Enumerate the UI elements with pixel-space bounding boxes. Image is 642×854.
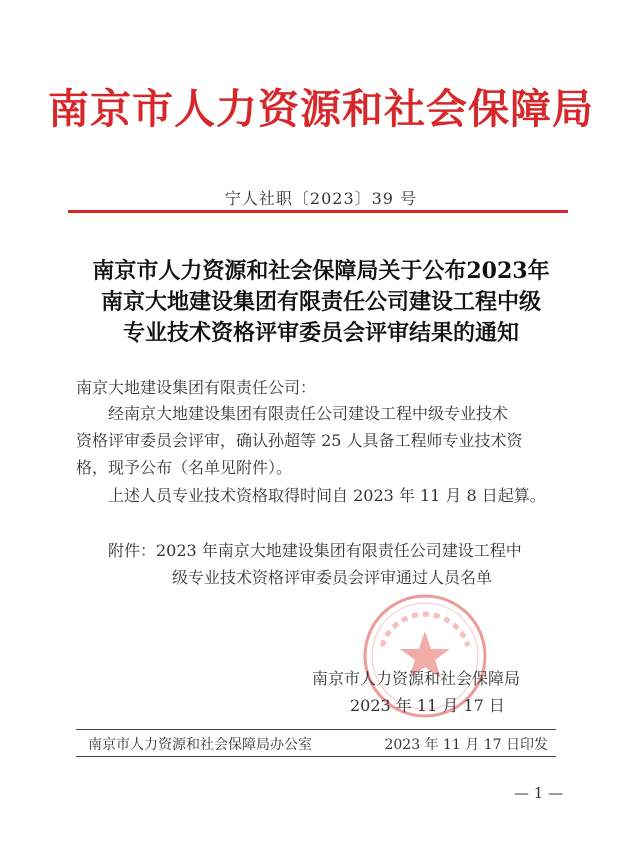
attachment-line: 附件：2023 年南京大地建设集团有限责任公司建设工程中 <box>108 541 522 560</box>
effective-date-paragraph: 上述人员专业技术资格取得时间自 2023 年 11 月 8 日起算。 <box>108 486 546 505</box>
issuing-authority-title: 南京市人力资源和社会保障局 <box>48 85 594 133</box>
attachment-line: 级专业技术资格评审委员会评审通过人员名单 <box>172 568 493 587</box>
notice-title <box>0 256 642 349</box>
footer-office: 南京市人力资源和社会保障局办公室 <box>88 737 312 753</box>
notice-title-line: 南京市人力资源和社会保障局关于公布2023年 <box>92 258 550 284</box>
issue-date: 2023 年 11 月 17 日 <box>350 696 505 715</box>
body-paragraph-line: 格，现予公布（名单见附件）。 <box>76 458 293 477</box>
notice-title-line: 专业技术资格评审委员会评审结果的通知 <box>122 320 519 346</box>
issuer-signature: 南京市人力资源和社会保障局 <box>312 669 521 688</box>
addressee: 南京大地建设集团有限责任公司： <box>76 378 317 397</box>
footer-bottom-rule <box>76 756 556 757</box>
notice-title-line: 南京大地建设集团有限责任公司建设工程中级 <box>100 289 541 315</box>
document-number: 宁人社职〔2023〕39 号 <box>224 189 418 208</box>
footer-print-date: 2023 年 11 月 17 日印发 <box>384 737 548 753</box>
body-paragraph-line: 资格评审委员会评审，确认孙超等 25 人具备工程师专业技术资 <box>76 431 523 450</box>
red-divider-line <box>68 210 568 213</box>
page-number: — 1 — <box>514 784 564 802</box>
footer-top-rule <box>76 729 556 730</box>
body-paragraph-line: 经南京大地建设集团有限责任公司建设工程中级专业技术 <box>108 404 509 423</box>
